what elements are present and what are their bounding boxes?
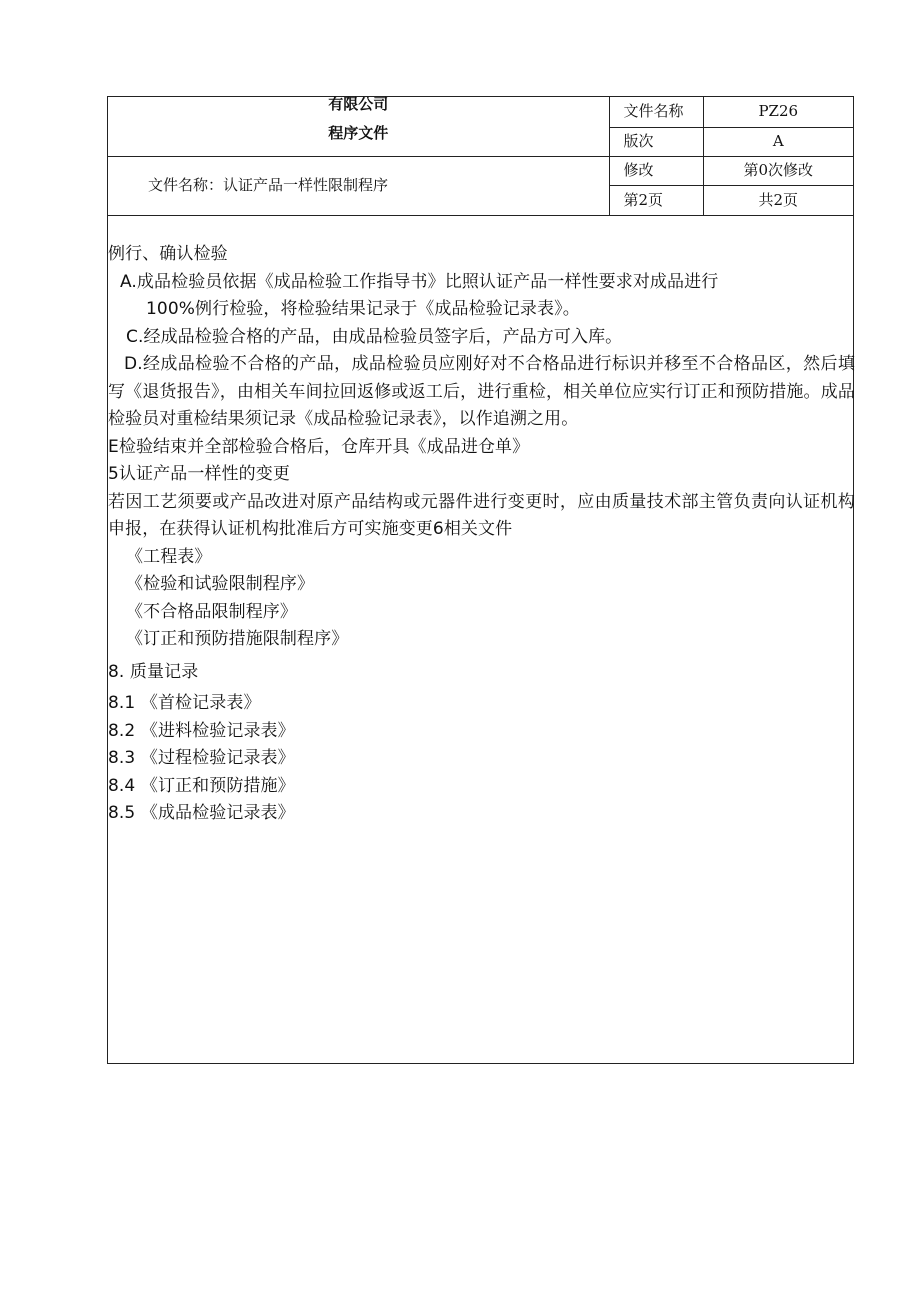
record-item xyxy=(108,800,855,828)
item-d xyxy=(108,351,855,434)
header-value-doc-code: PZ26 xyxy=(703,97,853,127)
section-routine-inspection: 例行、确认检验 xyxy=(108,244,228,264)
record-number: 8.5 xyxy=(108,803,136,823)
record-item xyxy=(108,690,855,718)
header-value-edition: A xyxy=(703,127,853,156)
record-name: 《进料检验记录表》 xyxy=(140,720,295,741)
document-header-table xyxy=(108,97,853,216)
document-title-label: 文件名称： xyxy=(148,176,224,194)
record-number: 8.2 xyxy=(108,720,136,741)
related-doc-item: 《检验和试验限制程序》 xyxy=(126,574,315,594)
header-page-total: 共2页 xyxy=(703,185,853,215)
company-name: 有限公司 xyxy=(328,95,389,114)
company-cell xyxy=(108,97,609,156)
record-number: 8.3 xyxy=(108,748,136,768)
item-a-line-1: A.成品检验员依据《成品检验工作指导书》比照认证产品一样性要求对成品进行 xyxy=(120,271,719,292)
related-doc-item: 《不合格品限制程序》 xyxy=(126,601,297,622)
record-item xyxy=(108,745,855,773)
record-name: 《成品检验记录表》 xyxy=(140,803,295,823)
record-number: 8.4 xyxy=(108,775,136,796)
record-item xyxy=(108,773,855,801)
document-frame xyxy=(107,96,854,1064)
record-name: 《订正和预防措施》 xyxy=(140,775,295,796)
item-e: E检验结束并全部检验合格后，仓库开具《成品进仓单》 xyxy=(108,436,530,457)
document-type: 程序文件 xyxy=(328,124,389,143)
document-title: 认证产品一样性限制程序 xyxy=(223,176,389,194)
record-number: 8.1 xyxy=(108,693,136,713)
section-8-heading: 8. 质量记录 xyxy=(108,661,199,682)
item-d-text: D.经成品检验不合格的产品，成品检验员应刚好对不合格品进行标识并移至不合格品区，然后填写《退货报告》，由相关车间拉回返修或返工后，进行重检，相关单位应实行订正和预防措施。成品检验员对重检结果须记录《成品检验记录表》，以作追溯之用。 xyxy=(108,354,855,429)
item-c: C.经成品检验合格的产品，由成品检验员签字后，产品方可入库。 xyxy=(126,326,623,347)
related-doc-item: 《工程表》 xyxy=(126,546,212,567)
record-name: 《首检记录表》 xyxy=(140,693,261,713)
document-title-cell xyxy=(108,156,609,215)
document-body xyxy=(108,241,855,828)
header-label-revision: 修改 xyxy=(609,156,703,185)
header-label-edition: 版次 xyxy=(609,127,703,156)
record-item xyxy=(108,718,855,746)
record-name: 《过程检验记录表》 xyxy=(140,748,295,768)
related-doc-item: 《订正和预防措施限制程序》 xyxy=(126,629,349,649)
header-label-doc-name: 文件名称 xyxy=(609,97,703,127)
header-value-revision: 第0次修改 xyxy=(703,156,853,185)
section-5-heading: 5认证产品一样性的变更 xyxy=(108,464,290,484)
item-a-line-2: 100%例行检验，将检验结果记录于《成品检验记录表》。 xyxy=(146,299,580,319)
section-5-paragraph: 若因工艺须要或产品改进对原产品结构或元器件进行变更时，应由质量技术部主管负责向认证机构申报，在获得认证机构批准后方可实施变更6相关文件 xyxy=(108,491,855,539)
header-page-number: 第2页 xyxy=(609,185,703,215)
